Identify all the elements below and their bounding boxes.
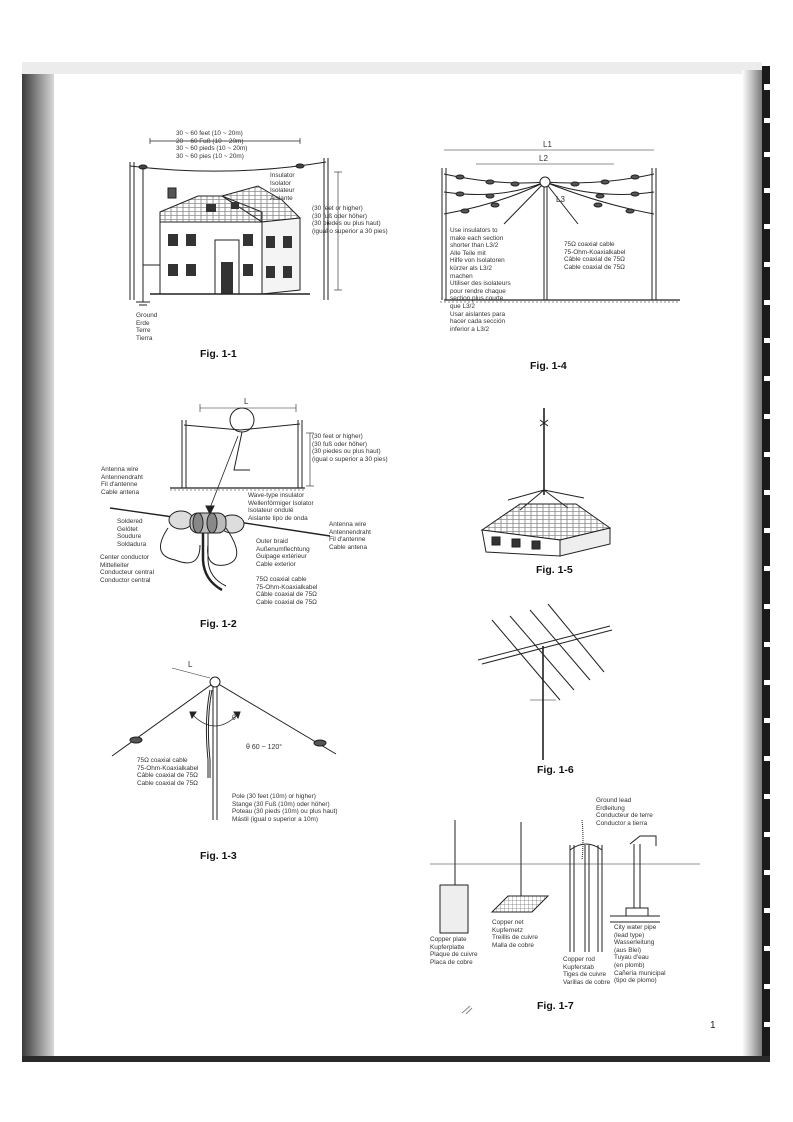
ground-lead-line: Erdleitung — [596, 804, 625, 812]
coax-line: Câble coaxial de 75Ω — [256, 591, 317, 599]
outer-braid-line: Außenumflechtung — [256, 545, 310, 553]
coax-line: Cable coaxial de 75Ω — [137, 779, 198, 787]
water-pipe-line: (en plomb) — [614, 961, 645, 969]
note-line: hacer cada sección — [450, 318, 506, 326]
fig-1-4-insulator-note — [450, 227, 511, 333]
fig-1-7-ground-lead — [596, 797, 653, 827]
water-pipe-line: Cañería municipal — [614, 969, 666, 977]
center-conductor-line: Conductor central — [100, 576, 151, 584]
note-line: Alle Teile mit — [450, 249, 486, 257]
fig-1-3-span-label: L — [188, 660, 193, 669]
copper-net-line: Kupfernetz — [492, 926, 523, 934]
center-conductor-line: Conducteur central — [100, 569, 154, 577]
copper-plate-line: Placa de cobre — [430, 958, 473, 966]
fig-1-1-caption: Fig. 1-1 — [200, 348, 237, 360]
coax-line: Câble coaxial de 75Ω — [564, 256, 625, 264]
fig-1-2-caption: Fig. 1-2 — [200, 618, 237, 630]
fig-1-4-caption: Fig. 1-4 — [530, 360, 567, 372]
outer-braid-line: Outer braid — [256, 538, 288, 545]
antenna-wire-line: Fil d'antenne — [329, 536, 366, 544]
antenna-wire-line: Antennendraht — [101, 473, 143, 481]
ground-lead-line: Ground lead — [596, 797, 632, 804]
center-conductor-line: Center conductor — [100, 554, 150, 561]
antenna-wire-line: Cable antena — [101, 488, 140, 496]
outer-braid-line: Guipage extérieur — [256, 553, 307, 561]
fig-1-2-antenna-wire-right — [329, 521, 371, 551]
fig-1-4-l3-label: L3 — [556, 195, 565, 204]
insulator-line: Isolator — [270, 179, 291, 187]
height-line: (30 piedes ou plus haut) — [312, 220, 381, 228]
insulator-line: Aislante — [270, 194, 293, 202]
copper-plate-line: Copper plate — [430, 936, 467, 943]
height-line: (30 feet or higher) — [312, 433, 363, 440]
fig-1-2-span-label: L — [244, 397, 249, 406]
height-line: (30 fuß oder höher) — [312, 440, 368, 448]
ground-lead-line: Conductor a tierra — [596, 819, 648, 827]
water-pipe-line: (aus Blei) — [614, 946, 641, 954]
pole-line: Pole (30 feet (10m) or higher) — [232, 793, 316, 800]
note-line: pour rendre chaque — [450, 287, 506, 295]
pole-line: Poteau (30 pieds (10m) ou plus haut) — [232, 808, 338, 816]
note-line: que L3/2 — [450, 302, 475, 310]
fig-1-4-coax-label — [564, 241, 625, 271]
fig-1-3-pole-label — [232, 793, 338, 823]
note-line: machen — [450, 272, 473, 280]
coax-line: Câble coaxial de 75Ω — [137, 772, 198, 780]
copper-rod-line: Varillas de cobre — [563, 978, 611, 986]
length-line: 30 ~ 60 feet (10 ~ 20m) — [176, 130, 243, 137]
outer-braid-line: Cable exterior — [256, 560, 296, 568]
water-pipe-line: Tuyau d'eau — [614, 954, 649, 962]
note-line: Utiliser des isolateurs — [450, 280, 511, 288]
fig-1-7-copper-plate — [430, 936, 478, 966]
copper-plate-line: Plaque de cuivre — [430, 951, 478, 959]
height-line: (30 feet or higher) — [312, 205, 363, 212]
height-line: (30 piedes ou plus haut) — [312, 448, 381, 456]
antenna-wire-line: Antenna wire — [329, 521, 367, 528]
copper-rod-line: Kupferstab — [563, 963, 594, 971]
copper-net-line: Malla de cobre — [492, 941, 534, 949]
fig-1-2-height-label — [312, 433, 388, 463]
wave-insulator-line: Wellenförmiger Isolator — [248, 499, 314, 507]
fig-1-3-caption: Fig. 1-3 — [200, 850, 237, 862]
fig-1-2-coax-label — [256, 576, 317, 606]
fig-1-2-soldered — [117, 518, 146, 548]
page-edge-shadow — [742, 70, 764, 1060]
coax-line: Cable coaxial de 75Ω — [256, 598, 317, 606]
coax-line: 75Ω coaxial cable — [564, 241, 615, 248]
water-pipe-line: City water pipe — [614, 924, 657, 931]
ground-lead-line: Conducteur de terre — [596, 812, 653, 820]
fig-1-7-caption: Fig. 1-7 — [537, 1000, 574, 1012]
height-line: (igual o superior a 30 pies) — [312, 227, 388, 235]
copper-net-line: Treillis de cuivre — [492, 934, 538, 942]
coax-line: 75-Ohm-Koaxialkabel — [137, 764, 199, 772]
fig-1-3-theta-label: θ — [232, 715, 236, 722]
fig-1-4-l2-label: L2 — [539, 154, 548, 163]
wave-insulator-line: Isolateur ondulé — [248, 507, 294, 515]
fig-1-2-antenna-wire-left — [101, 466, 143, 496]
coax-line: 75Ω coaxial cable — [256, 576, 307, 583]
pole-line: Mástil (igual o superior a 10m) — [232, 815, 318, 823]
fig-1-4-l1-label: L1 — [543, 140, 552, 149]
fig-1-1-insulator-label — [270, 172, 295, 202]
antenna-wire-line: Antennendraht — [329, 528, 371, 536]
copper-rod-line: Copper rod — [563, 956, 595, 963]
water-pipe-line: Wasserleitung — [614, 939, 655, 947]
note-line: Usar aislantes para — [450, 310, 506, 318]
length-line: 30 ~ 60 pieds (10 ~ 20m) — [176, 145, 248, 153]
note-line: inferior a L3/2 — [450, 325, 490, 333]
soldered-line: Soldered — [117, 518, 143, 525]
fig-1-3-coax-label — [137, 757, 198, 787]
copper-net-line: Copper net — [492, 919, 524, 926]
antenna-wire-line: Cable antena — [329, 543, 368, 551]
length-line: 30 ~ 60 pies (10 ~ 20m) — [176, 152, 244, 160]
fig-1-2-center-conductor — [100, 554, 154, 584]
note-line: kürzer als L3/2 — [450, 264, 492, 272]
note-line: section plus courte — [450, 295, 504, 303]
coax-line: 75-Ohm-Koaxialkabel — [256, 583, 318, 591]
wave-insulator-line: Wave-type insulator — [248, 492, 305, 499]
ground-line: Ground — [136, 312, 158, 319]
fig-1-1-length-labels — [176, 130, 247, 160]
copper-plate-line: Kupferplatte — [430, 943, 465, 951]
note-line: make each section — [450, 234, 504, 242]
copper-rod-line: Tiges de cuivre — [563, 971, 607, 979]
fig-1-1-ground-label — [136, 312, 157, 342]
page-number: 1 — [710, 1020, 716, 1031]
coax-line: 75Ω coaxial cable — [137, 757, 188, 764]
fig-1-7-copper-rod — [563, 956, 610, 986]
height-line: (30 fuß oder höher) — [312, 212, 368, 220]
wave-insulator-line: Aislante tipo de onda — [248, 514, 308, 522]
length-line: 20 ~ 60 Fuß (10 ~ 20m) — [176, 137, 244, 145]
fig-1-1-height-label — [312, 205, 388, 235]
fig-1-3-angle-label: θ 60 ~ 120° — [246, 744, 283, 751]
fig-1-5-caption: Fig. 1-5 — [536, 564, 573, 576]
water-pipe-line: (lead type) — [614, 931, 645, 939]
soldered-line: Soudure — [117, 533, 142, 541]
fig-1-6-caption: Fig. 1-6 — [537, 764, 574, 776]
soldered-line: Soldadura — [117, 540, 147, 548]
antenna-wire-line: Antenna wire — [101, 466, 139, 473]
coax-line: 75-Ohm-Koaxialkabel — [564, 248, 626, 256]
fig-1-7-water-pipe — [614, 924, 666, 985]
note-line: shorter than L3/2 — [450, 242, 499, 250]
coax-line: Cable coaxial de 75Ω — [564, 263, 625, 271]
fig-1-7-copper-net — [492, 919, 538, 949]
soldered-line: Gelötet — [117, 525, 138, 533]
pole-line: Stange (30 Fuß (10m) oder höher) — [232, 800, 330, 808]
insulator-line: Isolateur — [270, 187, 295, 195]
height-line: (igual o superior a 30 pies) — [312, 455, 388, 463]
note-line: Hilfe von Isolatoren — [450, 257, 505, 265]
ground-line: Terre — [136, 327, 151, 335]
fig-1-2-outer-braid — [256, 538, 310, 568]
binding-shadow — [22, 70, 54, 1060]
insulator-line: Insulator — [270, 172, 295, 179]
note-line: Use insulators to — [450, 227, 498, 234]
antenna-wire-line: Fil d'antenne — [101, 481, 138, 489]
center-conductor-line: Mittelleiter — [100, 561, 130, 569]
fig-1-2-wave-insulator — [248, 492, 314, 522]
water-pipe-line: (tipo de plomo) — [614, 977, 657, 985]
ground-line: Erde — [136, 319, 150, 327]
ground-line: Tierra — [136, 334, 153, 342]
